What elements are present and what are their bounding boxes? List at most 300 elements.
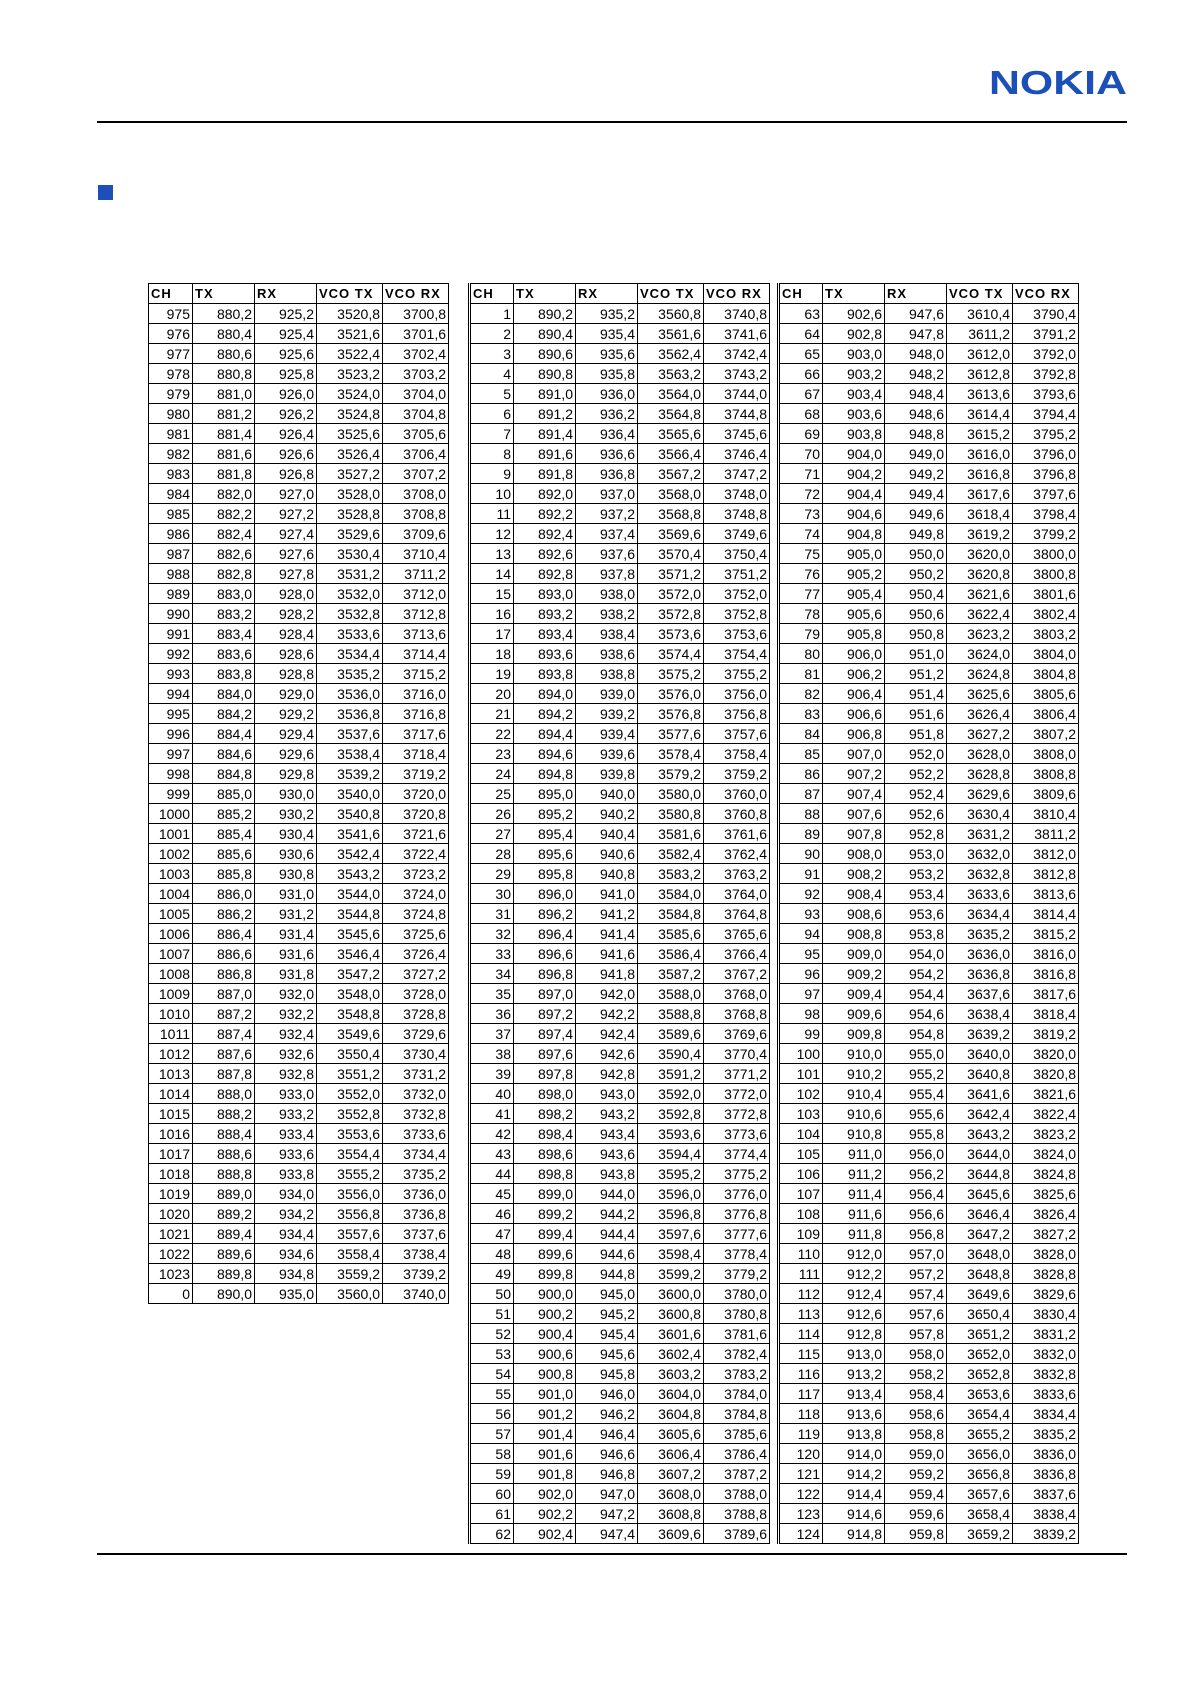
cell-rx: 927,8 bbox=[255, 564, 317, 584]
cell-rx: 952,8 bbox=[885, 824, 947, 844]
cell-ch: 982 bbox=[149, 444, 193, 464]
cell-tx: 893,6 bbox=[514, 644, 576, 664]
cell-tx: 885,2 bbox=[193, 804, 255, 824]
cell-ch: 66 bbox=[779, 364, 823, 384]
cell-ch: 72 bbox=[779, 484, 823, 504]
cell-tx: 898,8 bbox=[514, 1164, 576, 1184]
cell-vco-tx: 3561,6 bbox=[638, 324, 704, 344]
cell-vco-rx: 3824,8 bbox=[1013, 1164, 1079, 1184]
cell-tx: 888,2 bbox=[193, 1104, 255, 1124]
cell-vco-tx: 3576,0 bbox=[638, 684, 704, 704]
cell-vco-rx: 3704,8 bbox=[383, 404, 449, 424]
cell-vco-tx: 3593,6 bbox=[638, 1124, 704, 1144]
cell-rx: 943,2 bbox=[576, 1104, 638, 1124]
cell-vco-tx: 3648,0 bbox=[947, 1244, 1013, 1264]
cell-vco-tx: 3602,4 bbox=[638, 1344, 704, 1364]
cell-vco-tx: 3637,6 bbox=[947, 984, 1013, 1004]
table-row bbox=[779, 1184, 1079, 1204]
cell-ch: 120 bbox=[779, 1444, 823, 1464]
cell-tx: 906,6 bbox=[823, 704, 885, 724]
cell-rx: 936,8 bbox=[576, 464, 638, 484]
cell-rx: 952,6 bbox=[885, 804, 947, 824]
table-row bbox=[470, 664, 770, 684]
cell-ch: 109 bbox=[779, 1224, 823, 1244]
table-row bbox=[470, 604, 770, 624]
cell-vco-rx: 3748,0 bbox=[704, 484, 770, 504]
cell-vco-tx: 3592,8 bbox=[638, 1104, 704, 1124]
cell-vco-rx: 3739,2 bbox=[383, 1264, 449, 1284]
cell-tx: 895,0 bbox=[514, 784, 576, 804]
table-row bbox=[149, 864, 449, 884]
cell-ch: 96 bbox=[779, 964, 823, 984]
cell-ch: 73 bbox=[779, 504, 823, 524]
cell-vco-rx: 3712,8 bbox=[383, 604, 449, 624]
cell-ch: 987 bbox=[149, 544, 193, 564]
cell-tx: 905,6 bbox=[823, 604, 885, 624]
cell-vco-rx: 3818,4 bbox=[1013, 1004, 1079, 1024]
table-row bbox=[470, 1124, 770, 1144]
cell-vco-rx: 3802,4 bbox=[1013, 604, 1079, 624]
table-row bbox=[470, 1104, 770, 1124]
cell-vco-rx: 3730,4 bbox=[383, 1044, 449, 1064]
section-bullet bbox=[98, 185, 113, 200]
cell-vco-tx: 3545,6 bbox=[317, 924, 383, 944]
cell-tx: 905,0 bbox=[823, 544, 885, 564]
cell-vco-rx: 3718,4 bbox=[383, 744, 449, 764]
cell-ch: 978 bbox=[149, 364, 193, 384]
cell-vco-tx: 3582,4 bbox=[638, 844, 704, 864]
cell-tx: 880,2 bbox=[193, 304, 255, 324]
table-row bbox=[779, 884, 1079, 904]
cell-vco-rx: 3806,4 bbox=[1013, 704, 1079, 724]
cell-tx: 880,4 bbox=[193, 324, 255, 344]
cell-ch: 6 bbox=[470, 404, 514, 424]
table-row bbox=[149, 464, 449, 484]
cell-vco-rx: 3800,0 bbox=[1013, 544, 1079, 564]
cell-ch: 1013 bbox=[149, 1064, 193, 1084]
table-row bbox=[470, 844, 770, 864]
cell-ch: 85 bbox=[779, 744, 823, 764]
cell-vco-tx: 3590,4 bbox=[638, 1044, 704, 1064]
cell-rx: 927,2 bbox=[255, 504, 317, 524]
cell-vco-tx: 3542,4 bbox=[317, 844, 383, 864]
cell-vco-tx: 3627,2 bbox=[947, 724, 1013, 744]
cell-tx: 885,4 bbox=[193, 824, 255, 844]
cell-ch: 988 bbox=[149, 564, 193, 584]
cell-ch: 77 bbox=[779, 584, 823, 604]
cell-tx: 883,8 bbox=[193, 664, 255, 684]
cell-ch: 70 bbox=[779, 444, 823, 464]
cell-ch: 42 bbox=[470, 1124, 514, 1144]
cell-tx: 894,8 bbox=[514, 764, 576, 784]
table-row bbox=[470, 1464, 770, 1484]
table-row bbox=[779, 1404, 1079, 1424]
cell-vco-tx: 3568,0 bbox=[638, 484, 704, 504]
cell-ch: 116 bbox=[779, 1364, 823, 1384]
cell-rx: 934,8 bbox=[255, 1264, 317, 1284]
cell-rx: 928,6 bbox=[255, 644, 317, 664]
cell-vco-tx: 3571,2 bbox=[638, 564, 704, 584]
cell-vco-tx: 3573,6 bbox=[638, 624, 704, 644]
cell-vco-rx: 3757,6 bbox=[704, 724, 770, 744]
table-row bbox=[779, 924, 1079, 944]
cell-tx: 902,2 bbox=[514, 1504, 576, 1524]
cell-vco-tx: 3634,4 bbox=[947, 904, 1013, 924]
table-row bbox=[470, 1224, 770, 1244]
cell-vco-tx: 3603,2 bbox=[638, 1364, 704, 1384]
table-row bbox=[779, 984, 1079, 1004]
cell-tx: 900,8 bbox=[514, 1364, 576, 1384]
cell-vco-tx: 3538,4 bbox=[317, 744, 383, 764]
cell-tx: 910,8 bbox=[823, 1124, 885, 1144]
cell-vco-rx: 3778,4 bbox=[704, 1244, 770, 1264]
cell-tx: 882,2 bbox=[193, 504, 255, 524]
cell-ch: 989 bbox=[149, 584, 193, 604]
cell-tx: 912,4 bbox=[823, 1284, 885, 1304]
cell-tx: 908,6 bbox=[823, 904, 885, 924]
cell-ch: 88 bbox=[779, 804, 823, 824]
cell-rx: 931,0 bbox=[255, 884, 317, 904]
cell-vco-tx: 3580,0 bbox=[638, 784, 704, 804]
cell-rx: 934,4 bbox=[255, 1224, 317, 1244]
cell-vco-tx: 3624,8 bbox=[947, 664, 1013, 684]
table-row bbox=[779, 1504, 1079, 1524]
cell-rx: 942,6 bbox=[576, 1044, 638, 1064]
cell-vco-rx: 3776,8 bbox=[704, 1204, 770, 1224]
cell-vco-rx: 3820,8 bbox=[1013, 1064, 1079, 1084]
cell-vco-rx: 3753,6 bbox=[704, 624, 770, 644]
cell-tx: 897,4 bbox=[514, 1024, 576, 1044]
cell-rx: 959,8 bbox=[885, 1524, 947, 1544]
table-row bbox=[470, 624, 770, 644]
cell-ch: 994 bbox=[149, 684, 193, 704]
cell-rx: 953,8 bbox=[885, 924, 947, 944]
cell-vco-rx: 3791,2 bbox=[1013, 324, 1079, 344]
cell-ch: 86 bbox=[779, 764, 823, 784]
cell-vco-rx: 3821,6 bbox=[1013, 1084, 1079, 1104]
cell-tx: 902,6 bbox=[823, 304, 885, 324]
cell-tx: 904,2 bbox=[823, 464, 885, 484]
cell-tx: 886,6 bbox=[193, 944, 255, 964]
cell-rx: 947,6 bbox=[885, 304, 947, 324]
table-row bbox=[470, 904, 770, 924]
cell-ch: 1009 bbox=[149, 984, 193, 1004]
cell-vco-rx: 3800,8 bbox=[1013, 564, 1079, 584]
cell-vco-tx: 3638,4 bbox=[947, 1004, 1013, 1024]
cell-rx: 940,8 bbox=[576, 864, 638, 884]
cell-tx: 890,4 bbox=[514, 324, 576, 344]
cell-tx: 903,4 bbox=[823, 384, 885, 404]
cell-vco-rx: 3742,4 bbox=[704, 344, 770, 364]
cell-rx: 956,0 bbox=[885, 1144, 947, 1164]
column-header-rx: RX bbox=[576, 284, 638, 304]
cell-vco-rx: 3772,0 bbox=[704, 1084, 770, 1104]
cell-vco-tx: 3531,2 bbox=[317, 564, 383, 584]
cell-vco-rx: 3807,2 bbox=[1013, 724, 1079, 744]
cell-vco-rx: 3748,8 bbox=[704, 504, 770, 524]
cell-vco-tx: 3523,2 bbox=[317, 364, 383, 384]
channel-table-block-2 bbox=[468, 283, 770, 1544]
table-row bbox=[470, 1484, 770, 1504]
cell-rx: 953,6 bbox=[885, 904, 947, 924]
column-header-vco-tx: VCO TX bbox=[947, 284, 1013, 304]
table-row bbox=[149, 1064, 449, 1084]
cell-rx: 952,2 bbox=[885, 764, 947, 784]
cell-ch: 106 bbox=[779, 1164, 823, 1184]
cell-vco-rx: 3796,8 bbox=[1013, 464, 1079, 484]
table-row bbox=[470, 884, 770, 904]
column-header-vco-rx: VCO RX bbox=[1013, 284, 1079, 304]
cell-vco-tx: 3532,8 bbox=[317, 604, 383, 624]
cell-vco-tx: 3656,0 bbox=[947, 1444, 1013, 1464]
cell-tx: 910,6 bbox=[823, 1104, 885, 1124]
cell-rx: 947,8 bbox=[885, 324, 947, 344]
cell-rx: 937,6 bbox=[576, 544, 638, 564]
cell-vco-rx: 3788,0 bbox=[704, 1484, 770, 1504]
cell-vco-tx: 3548,8 bbox=[317, 1004, 383, 1024]
cell-ch: 1008 bbox=[149, 964, 193, 984]
table-row bbox=[149, 624, 449, 644]
cell-ch: 36 bbox=[470, 1004, 514, 1024]
cell-vco-rx: 3786,4 bbox=[704, 1444, 770, 1464]
cell-vco-rx: 3836,8 bbox=[1013, 1464, 1079, 1484]
cell-tx: 891,4 bbox=[514, 424, 576, 444]
cell-rx: 933,2 bbox=[255, 1104, 317, 1124]
cell-vco-rx: 3740,8 bbox=[704, 304, 770, 324]
cell-ch: 40 bbox=[470, 1084, 514, 1104]
cell-ch: 998 bbox=[149, 764, 193, 784]
cell-ch: 999 bbox=[149, 784, 193, 804]
cell-vco-rx: 3760,8 bbox=[704, 804, 770, 824]
cell-vco-rx: 3790,4 bbox=[1013, 304, 1079, 324]
cell-tx: 893,0 bbox=[514, 584, 576, 604]
cell-rx: 932,0 bbox=[255, 984, 317, 1004]
cell-vco-rx: 3752,0 bbox=[704, 584, 770, 604]
table-row bbox=[470, 764, 770, 784]
cell-tx: 884,4 bbox=[193, 724, 255, 744]
cell-vco-tx: 3591,2 bbox=[638, 1064, 704, 1084]
cell-ch: 38 bbox=[470, 1044, 514, 1064]
cell-vco-tx: 3560,8 bbox=[638, 304, 704, 324]
cell-ch: 91 bbox=[779, 864, 823, 884]
cell-vco-tx: 3599,2 bbox=[638, 1264, 704, 1284]
cell-vco-tx: 3580,8 bbox=[638, 804, 704, 824]
cell-rx: 926,8 bbox=[255, 464, 317, 484]
table-row bbox=[149, 544, 449, 564]
cell-vco-rx: 3784,8 bbox=[704, 1404, 770, 1424]
cell-tx: 890,2 bbox=[514, 304, 576, 324]
table-row bbox=[470, 1344, 770, 1364]
cell-rx: 940,2 bbox=[576, 804, 638, 824]
cell-vco-rx: 3804,8 bbox=[1013, 664, 1079, 684]
cell-tx: 892,4 bbox=[514, 524, 576, 544]
cell-vco-rx: 3824,0 bbox=[1013, 1144, 1079, 1164]
cell-rx: 955,0 bbox=[885, 1044, 947, 1064]
cell-rx: 950,4 bbox=[885, 584, 947, 604]
table-row bbox=[149, 704, 449, 724]
cell-tx: 881,6 bbox=[193, 444, 255, 464]
cell-ch: 58 bbox=[470, 1444, 514, 1464]
table-row bbox=[149, 964, 449, 984]
cell-rx: 934,6 bbox=[255, 1244, 317, 1264]
cell-vco-tx: 3623,2 bbox=[947, 624, 1013, 644]
cell-tx: 881,2 bbox=[193, 404, 255, 424]
cell-tx: 891,2 bbox=[514, 404, 576, 424]
cell-vco-rx: 3724,0 bbox=[383, 884, 449, 904]
cell-ch: 35 bbox=[470, 984, 514, 1004]
cell-tx: 890,6 bbox=[514, 344, 576, 364]
cell-rx: 944,2 bbox=[576, 1204, 638, 1224]
cell-rx: 925,6 bbox=[255, 344, 317, 364]
cell-vco-rx: 3792,0 bbox=[1013, 344, 1079, 364]
cell-rx: 954,0 bbox=[885, 944, 947, 964]
cell-ch: 87 bbox=[779, 784, 823, 804]
cell-ch: 49 bbox=[470, 1264, 514, 1284]
cell-vco-tx: 3552,0 bbox=[317, 1084, 383, 1104]
cell-rx: 936,4 bbox=[576, 424, 638, 444]
cell-tx: 901,2 bbox=[514, 1404, 576, 1424]
cell-ch: 112 bbox=[779, 1284, 823, 1304]
cell-tx: 899,6 bbox=[514, 1244, 576, 1264]
table-row bbox=[470, 1164, 770, 1184]
cell-tx: 909,4 bbox=[823, 984, 885, 1004]
cell-vco-rx: 3812,0 bbox=[1013, 844, 1079, 864]
cell-tx: 886,2 bbox=[193, 904, 255, 924]
cell-rx: 934,0 bbox=[255, 1184, 317, 1204]
cell-tx: 892,0 bbox=[514, 484, 576, 504]
table-row bbox=[470, 704, 770, 724]
table-row bbox=[470, 1144, 770, 1164]
cell-vco-rx: 3820,0 bbox=[1013, 1044, 1079, 1064]
cell-rx: 937,8 bbox=[576, 564, 638, 584]
cell-ch: 1017 bbox=[149, 1144, 193, 1164]
column-header-ch: CH bbox=[149, 284, 193, 304]
cell-ch: 1016 bbox=[149, 1124, 193, 1144]
cell-ch: 81 bbox=[779, 664, 823, 684]
cell-rx: 951,2 bbox=[885, 664, 947, 684]
cell-vco-tx: 3572,0 bbox=[638, 584, 704, 604]
cell-ch: 985 bbox=[149, 504, 193, 524]
cell-rx: 931,6 bbox=[255, 944, 317, 964]
cell-vco-tx: 3550,4 bbox=[317, 1044, 383, 1064]
cell-tx: 894,4 bbox=[514, 724, 576, 744]
cell-ch: 41 bbox=[470, 1104, 514, 1124]
cell-ch: 122 bbox=[779, 1484, 823, 1504]
cell-vco-tx: 3584,8 bbox=[638, 904, 704, 924]
cell-vco-tx: 3616,8 bbox=[947, 464, 1013, 484]
cell-tx: 901,4 bbox=[514, 1424, 576, 1444]
cell-tx: 913,4 bbox=[823, 1384, 885, 1404]
cell-rx: 952,0 bbox=[885, 744, 947, 764]
table-row bbox=[149, 724, 449, 744]
cell-vco-rx: 3771,2 bbox=[704, 1064, 770, 1084]
cell-ch: 33 bbox=[470, 944, 514, 964]
table-row bbox=[779, 364, 1079, 384]
cell-ch: 2 bbox=[470, 324, 514, 344]
cell-vco-rx: 3766,4 bbox=[704, 944, 770, 964]
cell-ch: 7 bbox=[470, 424, 514, 444]
cell-tx: 897,2 bbox=[514, 1004, 576, 1024]
cell-rx: 937,4 bbox=[576, 524, 638, 544]
cell-vco-rx: 3767,2 bbox=[704, 964, 770, 984]
cell-ch: 1022 bbox=[149, 1244, 193, 1264]
table-row bbox=[779, 804, 1079, 824]
cell-tx: 895,8 bbox=[514, 864, 576, 884]
cell-vco-tx: 3598,4 bbox=[638, 1244, 704, 1264]
cell-tx: 894,0 bbox=[514, 684, 576, 704]
cell-vco-tx: 3587,2 bbox=[638, 964, 704, 984]
table-row bbox=[149, 1284, 449, 1304]
cell-vco-tx: 3651,2 bbox=[947, 1324, 1013, 1344]
cell-rx: 938,2 bbox=[576, 604, 638, 624]
cell-vco-tx: 3546,4 bbox=[317, 944, 383, 964]
cell-vco-tx: 3629,6 bbox=[947, 784, 1013, 804]
cell-tx: 887,8 bbox=[193, 1064, 255, 1084]
cell-vco-rx: 3752,8 bbox=[704, 604, 770, 624]
cell-ch: 1011 bbox=[149, 1024, 193, 1044]
cell-vco-rx: 3799,2 bbox=[1013, 524, 1079, 544]
cell-vco-rx: 3832,8 bbox=[1013, 1364, 1079, 1384]
cell-rx: 947,4 bbox=[576, 1524, 638, 1544]
table-row bbox=[470, 1204, 770, 1224]
cell-ch: 123 bbox=[779, 1504, 823, 1524]
cell-ch: 51 bbox=[470, 1304, 514, 1324]
cell-vco-rx: 3744,0 bbox=[704, 384, 770, 404]
cell-rx: 947,0 bbox=[576, 1484, 638, 1504]
cell-ch: 1004 bbox=[149, 884, 193, 904]
cell-ch: 76 bbox=[779, 564, 823, 584]
cell-ch: 21 bbox=[470, 704, 514, 724]
cell-ch: 82 bbox=[779, 684, 823, 704]
cell-vco-rx: 3751,2 bbox=[704, 564, 770, 584]
cell-vco-rx: 3833,6 bbox=[1013, 1384, 1079, 1404]
cell-ch: 1018 bbox=[149, 1164, 193, 1184]
cell-vco-tx: 3594,4 bbox=[638, 1144, 704, 1164]
cell-vco-rx: 3703,2 bbox=[383, 364, 449, 384]
cell-tx: 904,8 bbox=[823, 524, 885, 544]
cell-rx: 948,8 bbox=[885, 424, 947, 444]
cell-rx: 940,4 bbox=[576, 824, 638, 844]
cell-vco-rx: 3759,2 bbox=[704, 764, 770, 784]
cell-vco-rx: 3756,0 bbox=[704, 684, 770, 704]
cell-ch: 5 bbox=[470, 384, 514, 404]
cell-vco-rx: 3720,0 bbox=[383, 784, 449, 804]
cell-vco-rx: 3770,4 bbox=[704, 1044, 770, 1064]
cell-vco-tx: 3524,0 bbox=[317, 384, 383, 404]
cell-tx: 882,8 bbox=[193, 564, 255, 584]
cell-ch: 0 bbox=[149, 1284, 193, 1304]
cell-tx: 903,0 bbox=[823, 344, 885, 364]
cell-rx: 926,2 bbox=[255, 404, 317, 424]
cell-rx: 928,8 bbox=[255, 664, 317, 684]
cell-vco-rx: 3750,4 bbox=[704, 544, 770, 564]
cell-vco-tx: 3553,6 bbox=[317, 1124, 383, 1144]
table-row bbox=[779, 1204, 1079, 1224]
cell-vco-tx: 3532,0 bbox=[317, 584, 383, 604]
table-row bbox=[149, 984, 449, 1004]
table-row bbox=[779, 664, 1079, 684]
table-row bbox=[149, 1184, 449, 1204]
table-row bbox=[470, 824, 770, 844]
cell-vco-tx: 3636,8 bbox=[947, 964, 1013, 984]
cell-vco-rx: 3720,8 bbox=[383, 804, 449, 824]
table-row bbox=[149, 484, 449, 504]
cell-tx: 880,8 bbox=[193, 364, 255, 384]
cell-ch: 984 bbox=[149, 484, 193, 504]
cell-vco-tx: 3635,2 bbox=[947, 924, 1013, 944]
cell-tx: 888,8 bbox=[193, 1164, 255, 1184]
cell-vco-tx: 3640,0 bbox=[947, 1044, 1013, 1064]
